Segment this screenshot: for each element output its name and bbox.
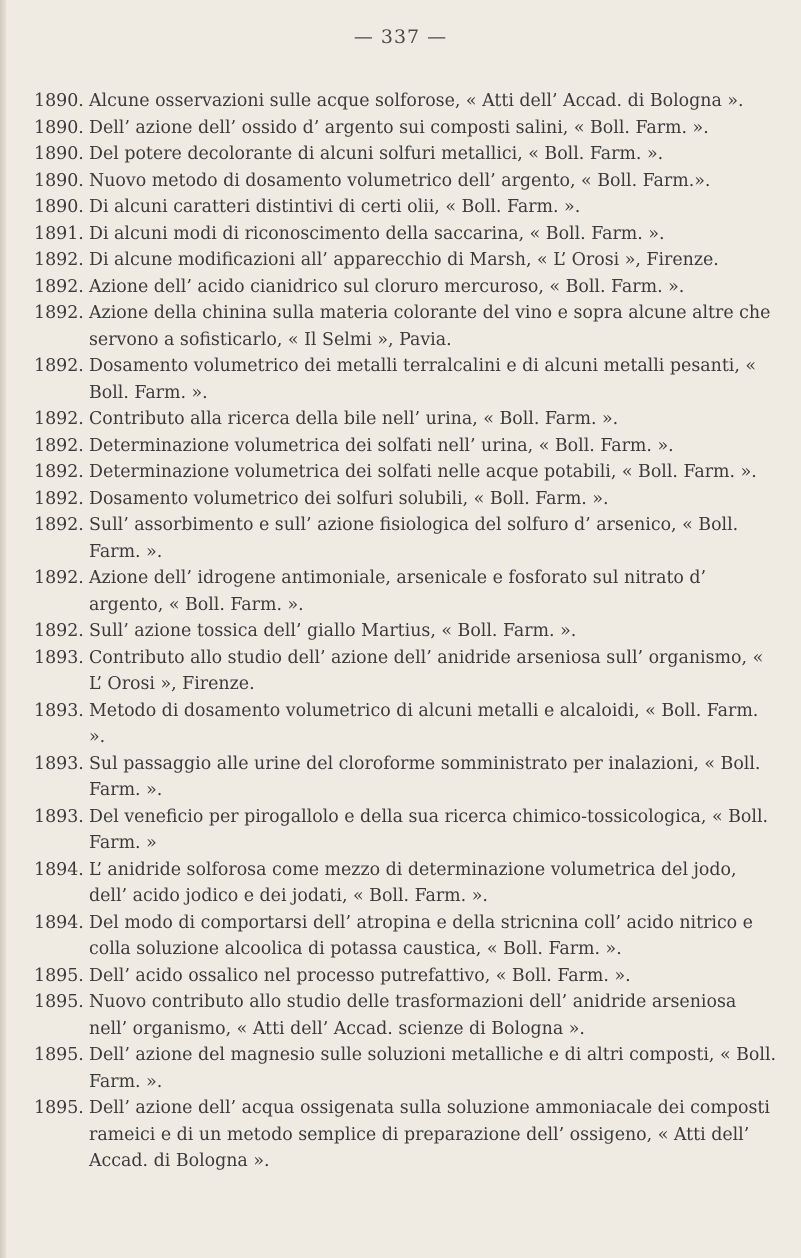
bibliography-entry bbox=[34, 274, 779, 301]
bibliography-entry bbox=[34, 194, 779, 221]
entry-year: 1890. bbox=[34, 117, 84, 138]
entry-text: Dosamento volumetrico dei solfuri solubili, « Boll. Farm. ». bbox=[89, 488, 609, 509]
bibliography-entry bbox=[34, 512, 779, 565]
entry-year: 1892. bbox=[34, 621, 84, 641]
entry-year: 1895. bbox=[34, 1045, 84, 1065]
entry-text: Alcune osservazioni sulle acque solforose, « Atti dell’ Accad. di Bologna ». bbox=[89, 91, 744, 111]
entry-year: 1894. bbox=[34, 859, 84, 880]
bibliography-entry bbox=[34, 168, 779, 195]
entry-text: Di alcuni modi di riconoscimento della saccarina, « Boll. Farm. ». bbox=[89, 223, 665, 244]
bibliography-entry bbox=[34, 804, 779, 857]
entry-text: Dell’ azione del magnesio sulle soluzioni metalliche e di altri composti, « Boll. Farm. ». bbox=[89, 1045, 777, 1092]
entry-year: 1892. bbox=[34, 303, 84, 323]
bibliography-entry bbox=[34, 989, 779, 1042]
bibliography-entry bbox=[34, 459, 779, 486]
entry-text: Del modo di comportarsi dell’ atropina e della stricnina coll’ acido nitrico e colla soluzione alcoolica di potassa caustica, « Boll. Farm. ». bbox=[89, 912, 753, 959]
entry-year: 1892. bbox=[34, 488, 84, 509]
entry-text: Metodo di dosamento volumetrico di alcuni metalli e alcaloidi, « Boll. Farm. ». bbox=[89, 700, 759, 747]
entry-text: Nuovo metodo di dosamento volumetrico dell’ argento, « Boll. Farm.». bbox=[89, 170, 711, 191]
bibliography-list bbox=[34, 88, 779, 1175]
entry-year: 1892. bbox=[34, 435, 84, 456]
entry-text: Contributo allo studio dell’ azione dell’ anidride arseniosa sull’ organismo, « L’ Orosi », Firenze. bbox=[89, 647, 764, 694]
bibliography-entry bbox=[34, 645, 779, 698]
bibliography-entry bbox=[34, 565, 779, 618]
entry-year: 1894. bbox=[34, 912, 84, 933]
entry-text: Del potere decolorante di alcuni solfuri metallici, « Boll. Farm. ». bbox=[89, 144, 664, 164]
entry-year: 1892. bbox=[34, 515, 84, 535]
entry-text: Di alcune modificazioni all’ apparecchio di Marsh, « L’ Orosi », Firenze. bbox=[89, 250, 719, 270]
entry-text: Determinazione volumetrica dei solfati nell’ urina, « Boll. Farm. ». bbox=[89, 435, 674, 456]
entry-text: Sull’ azione tossica dell’ giallo Martius, « Boll. Farm. ». bbox=[89, 621, 577, 641]
entry-year: 1893. bbox=[34, 753, 84, 774]
bibliography-entry bbox=[34, 300, 779, 353]
bibliography-entry bbox=[34, 963, 779, 990]
entry-text: Sul passaggio alle urine del cloroforme somministrato per inalazioni, « Boll. Farm. ». bbox=[89, 753, 761, 800]
bibliography-entry bbox=[34, 88, 779, 115]
entry-year: 1893. bbox=[34, 806, 84, 827]
page-number: — 337 — bbox=[353, 26, 448, 48]
bibliography-entry bbox=[34, 141, 779, 168]
entry-year: 1892. bbox=[34, 409, 84, 429]
entry-text: Dell’ acido ossalico nel processo putrefattivo, « Boll. Farm. ». bbox=[89, 965, 631, 986]
entry-text: Azione della chinina sulla materia colorante del vino e sopra alcune altre che servono a sofisticarlo, « Il Selmi », Pavia. bbox=[89, 303, 771, 350]
bibliography-entry bbox=[34, 486, 779, 513]
entry-year: 1892. bbox=[34, 356, 84, 376]
bibliography-entry bbox=[34, 406, 779, 433]
bibliography-entry bbox=[34, 1042, 779, 1095]
bibliography-entry bbox=[34, 247, 779, 274]
entry-year: 1892. bbox=[34, 276, 84, 297]
entry-year: 1895. bbox=[34, 1098, 84, 1118]
bibliography-entry bbox=[34, 618, 779, 645]
bibliography-entry bbox=[34, 751, 779, 804]
entry-year: 1892. bbox=[34, 462, 84, 482]
bibliography-entry bbox=[34, 353, 779, 406]
entry-text: Sull’ assorbimento e sull’ azione fisiologica del solfuro d’ arsenico, « Boll. Farm. ». bbox=[89, 515, 739, 562]
bibliography-entry bbox=[34, 433, 779, 460]
entry-text: Dell’ azione dell’ ossido d’ argento sui composti salini, « Boll. Farm. ». bbox=[89, 117, 709, 138]
page-edge bbox=[0, 0, 6, 1258]
bibliography-entry bbox=[34, 221, 779, 248]
entry-year: 1891. bbox=[34, 223, 84, 244]
bibliography-entry bbox=[34, 698, 779, 751]
entry-text: Dosamento volumetrico dei metalli terralcalini e di alcuni metalli pesanti, « Boll. Farm. ». bbox=[89, 356, 757, 403]
entry-text: Azione dell’ idrogene antimoniale, arsenicale e fosforato sul nitrato d’ argento, « Boll. Farm. ». bbox=[89, 568, 707, 615]
entry-year: 1892. bbox=[34, 568, 84, 588]
entry-text: Determinazione volumetrica dei solfati nelle acque potabili, « Boll. Farm. ». bbox=[89, 462, 757, 482]
entry-text: Nuovo contributo allo studio delle trasformazioni dell’ anidride arseniosa nell’ organismo, « Atti dell’ Accad. scienze di Bologna ». bbox=[89, 992, 737, 1039]
entry-year: 1892. bbox=[34, 250, 84, 270]
entry-text: Di alcuni caratteri distintivi di certi olii, « Boll. Farm. ». bbox=[89, 197, 581, 217]
entry-year: 1890. bbox=[34, 144, 84, 164]
entry-year: 1895. bbox=[34, 992, 84, 1012]
bibliography-entry bbox=[34, 115, 779, 142]
bibliography-entry bbox=[34, 910, 779, 963]
bibliography-entry bbox=[34, 1095, 779, 1175]
entry-year: 1890. bbox=[34, 170, 84, 191]
entry-text: L’ anidride solforosa come mezzo di determinazione volumetrica del jodo, dell’ acido jodico e dei jodati, « Boll. Farm. ». bbox=[89, 859, 737, 906]
entry-year: 1893. bbox=[34, 647, 84, 668]
entry-text: Contributo alla ricerca della bile nell’ urina, « Boll. Farm. ». bbox=[89, 409, 619, 429]
bibliography-entry bbox=[34, 857, 779, 910]
entry-text: Del veneficio per pirogallolo e della sua ricerca chimico-tossicologica, « Boll. Farm. » bbox=[89, 806, 769, 853]
entry-year: 1895. bbox=[34, 965, 84, 986]
entry-year: 1890. bbox=[34, 197, 84, 217]
entry-year: 1893. bbox=[34, 700, 84, 721]
entry-text: Azione dell’ acido cianidrico sul cloruro mercuroso, « Boll. Farm. ». bbox=[89, 276, 685, 297]
entry-text: Dell’ azione dell’ acqua ossigenata sulla soluzione ammoniacale dei composti rameici e di un metodo semplice di preparazione dell’ ossigeno, « Atti dell’ Accad. di Bologna ». bbox=[89, 1098, 770, 1171]
entry-year: 1890. bbox=[34, 91, 84, 111]
